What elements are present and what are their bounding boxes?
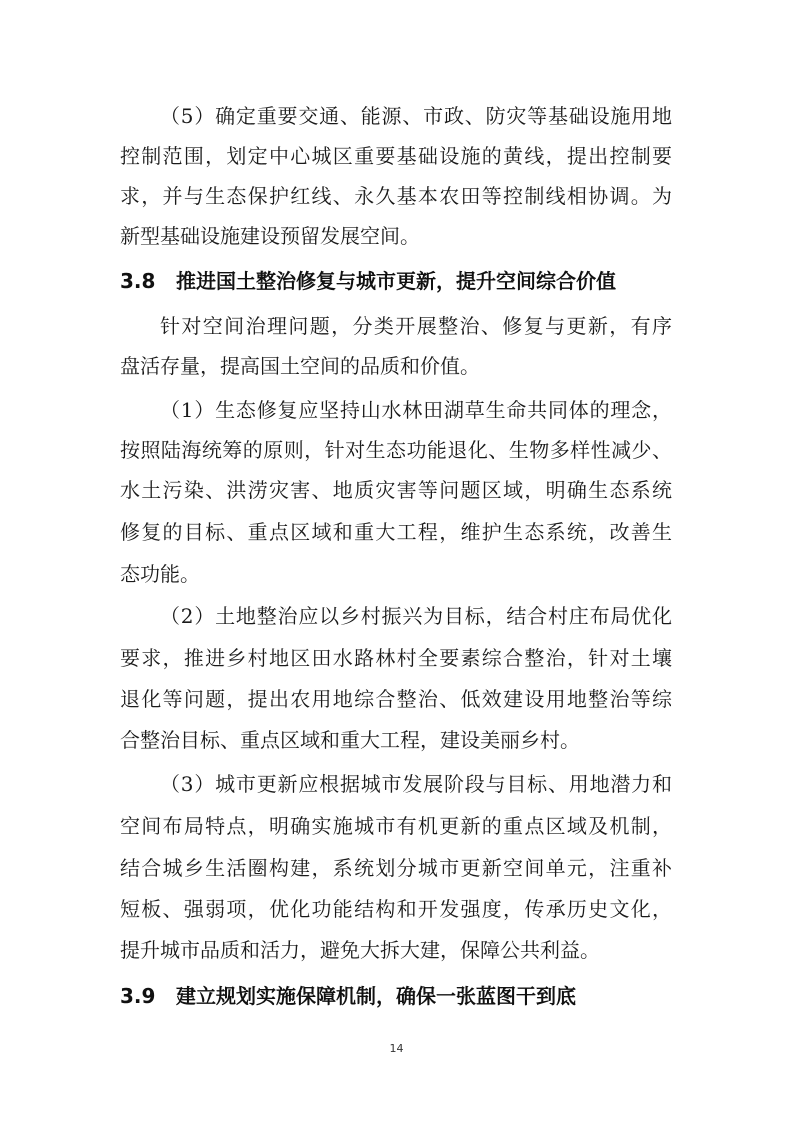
item-1-line-4: 修复的目标、重点区域和重大工程，维护生态系统，改善生 xyxy=(120,520,672,544)
section-3-9-number: 3.9 xyxy=(120,984,156,1008)
item-3-line-3: 结合城乡生活圈构建，系统划分城市更新空间单元，注重补 xyxy=(120,856,672,880)
section-3-8-heading xyxy=(120,268,616,294)
item-2-line-4: 合整治目标、重点区域和重大工程，建设美丽乡村。 xyxy=(120,728,580,752)
paragraph-5-line-1: （5）确定重要交通、能源、市政、防灾等基础设施用地 xyxy=(160,104,672,128)
section-3-8-title: 推进国土整治修复与城市更新，提升空间综合价值 xyxy=(176,269,616,293)
section-3-9-title: 建立规划实施保障机制，确保一张蓝图干到底 xyxy=(176,984,576,1008)
item-1-line-2: 按照陆海统筹的原则，针对生态功能退化、生物多样性减少、 xyxy=(120,438,672,462)
paragraph-5-line-2: 控制范围，划定中心城区重要基础设施的黄线，提出控制要 xyxy=(120,144,672,168)
item-3-line-1: （3）城市更新应根据城市发展阶段与目标、用地潜力和 xyxy=(160,772,672,796)
item-1-line-3: 水土污染、洪涝灾害、地质灾害等问题区域，明确生态系统 xyxy=(120,478,672,502)
item-3-line-2: 空间布局特点，明确实施城市有机更新的重点区域及机制， xyxy=(120,814,672,838)
item-1-line-1: （1）生态修复应坚持山水林田湖草生命共同体的理念， xyxy=(160,398,672,422)
section-3-8-number: 3.8 xyxy=(120,269,156,293)
page-number: 14 xyxy=(389,1042,404,1055)
item-3-line-5: 提升城市品质和活力，避免大拆大建，保障公共利益。 xyxy=(120,938,600,962)
paragraph-5-line-4: 新型基础设施建设预留发展空间。 xyxy=(120,224,420,248)
intro-line-2: 盘活存量，提高国土空间的品质和价值。 xyxy=(120,354,480,378)
item-3-line-4: 短板、强弱项，优化功能结构和开发强度，传承历史文化， xyxy=(120,897,672,921)
intro-line-1: 针对空间治理问题，分类开展整治、修复与更新，有序 xyxy=(160,314,672,338)
item-1-line-5: 态功能。 xyxy=(120,562,200,586)
item-2-line-3: 退化等问题，提出农用地综合整治、低效建设用地整治等综 xyxy=(120,687,672,711)
paragraph-5-line-3: 求，并与生态保护红线、永久基本农田等控制线相协调。为 xyxy=(120,184,672,208)
item-2-line-2: 要求，推进乡村地区田水路林村全要素综合整治，针对土壤 xyxy=(120,646,672,670)
section-3-9-heading xyxy=(120,983,576,1009)
item-2-line-1: （2）土地整治应以乡村振兴为目标，结合村庄布局优化 xyxy=(160,604,672,628)
